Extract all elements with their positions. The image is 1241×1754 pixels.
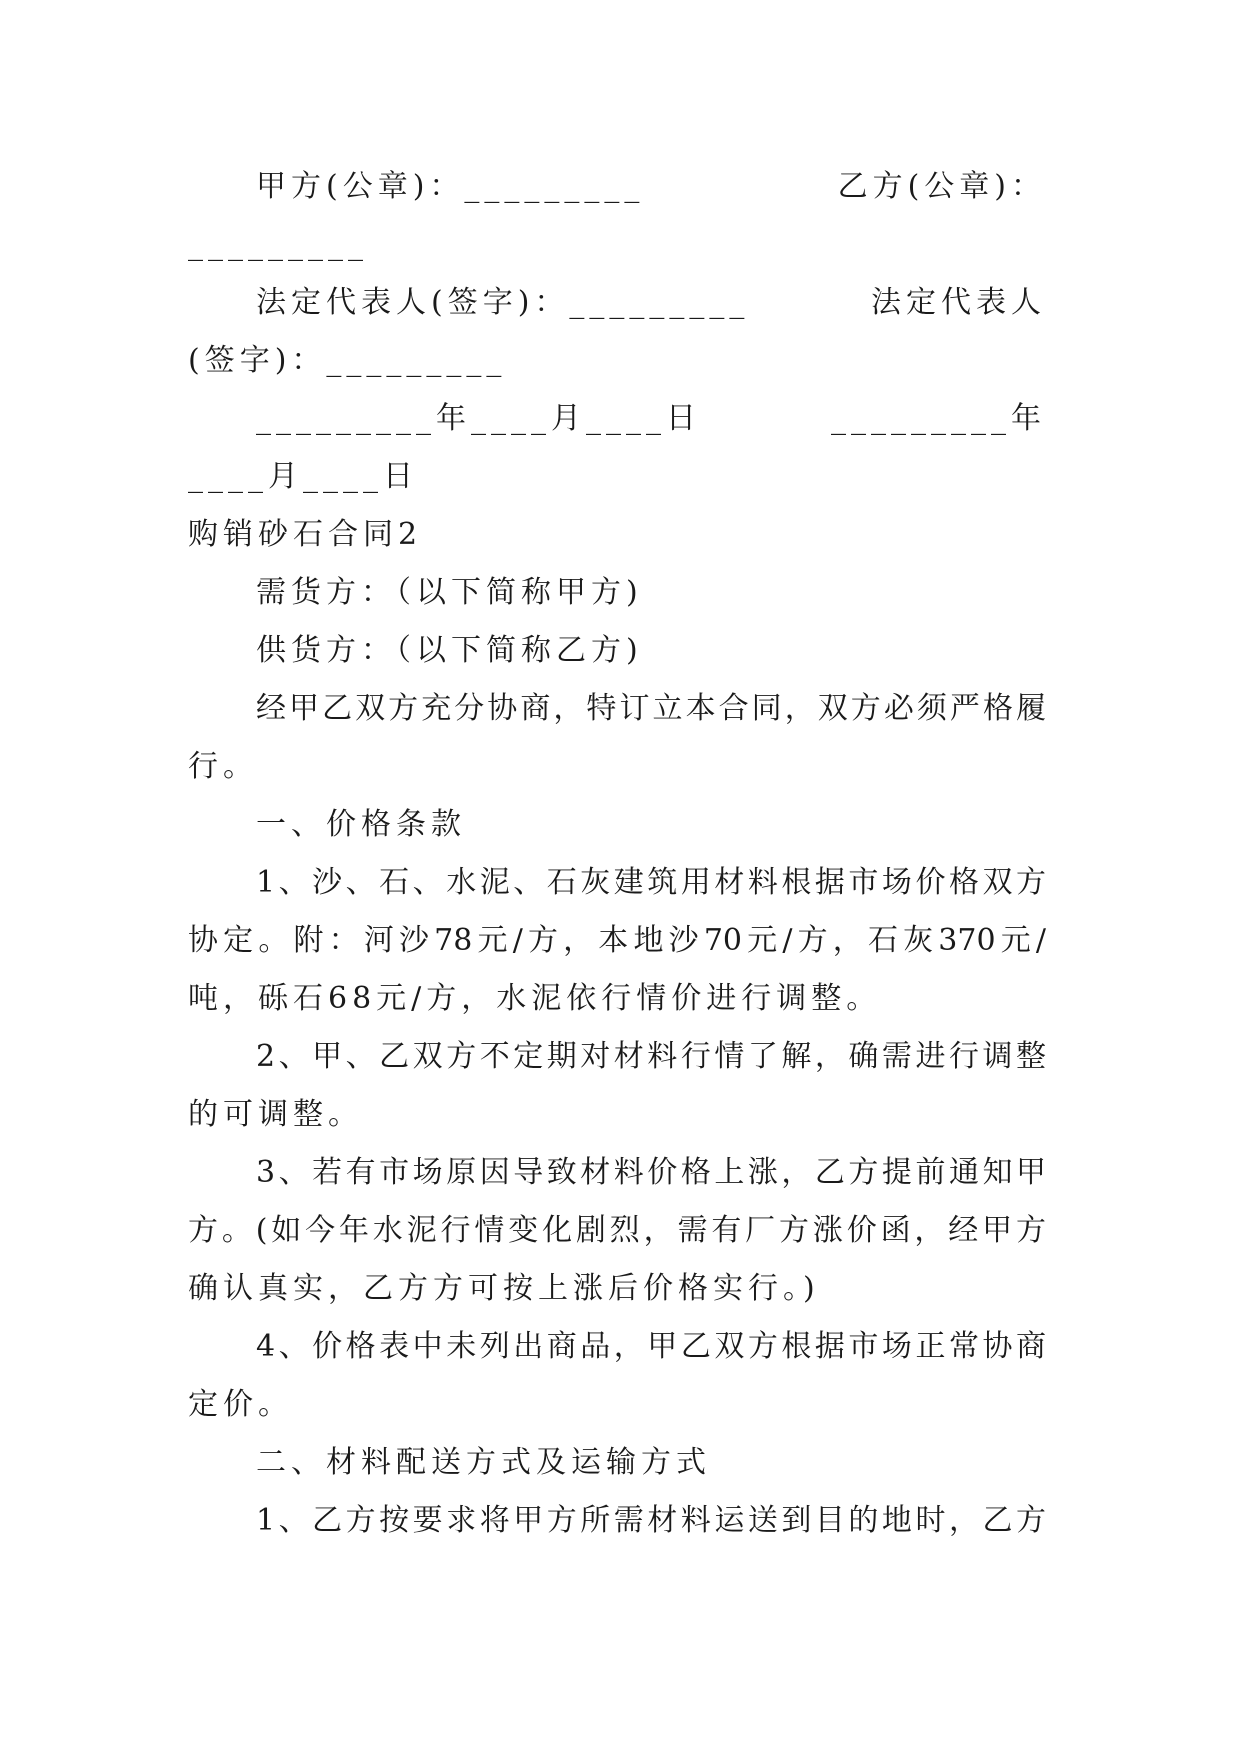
- signature-line-legal-rep: [188, 274, 1046, 332]
- buyer-line: 需货方：（以下简称甲方): [256, 575, 643, 610]
- paragraph-line: 4、价格表中未列出商品，甲乙双方根据市场正常协商: [256, 1329, 1046, 1364]
- paragraph-line: 2、甲、乙双方不定期对材料行情了解，确需进行调整: [256, 1039, 1046, 1074]
- paragraph-line: 定价。: [188, 1387, 293, 1422]
- party-a-legal-rep-label: 法定代表人(签字)：_________: [256, 285, 750, 320]
- supplier-line: 供货方：（以下简称乙方): [256, 633, 643, 668]
- party-b-seal-label: 乙方(公章)：: [837, 169, 1046, 204]
- paragraph-line: 3、若有市场原因导致材料价格上涨，乙方提前通知甲: [256, 1155, 1046, 1190]
- clause-heading: 二、材料配送方式及运输方式: [256, 1445, 711, 1480]
- paragraph-line: 1、沙、石、水泥、石灰建筑用材料根据市场价格双方: [256, 865, 1046, 900]
- party-a-date: _________年____月____日: [256, 401, 701, 436]
- paragraph-line: 经甲乙双方充分协商，特订立本合同，双方必须严格履: [256, 691, 1046, 726]
- paragraph-line: 方。(如今年水泥行情变化剧烈，需有厂方涨价函，经甲方: [188, 1213, 1046, 1248]
- party-a-seal-label: 甲方(公章)：_________: [256, 169, 645, 204]
- clause-heading: 一、价格条款: [256, 807, 466, 842]
- party-b-seal-blank: _________: [188, 227, 368, 262]
- signature-line-date: [188, 390, 1046, 448]
- paragraph-line: 1、乙方按要求将甲方所需材料运送到目的地时，乙方: [256, 1503, 1046, 1538]
- party-b-date-year: _________年: [831, 401, 1046, 436]
- party-b-legal-rep-sign: (签字)：_________: [188, 343, 507, 378]
- party-b-legal-rep-label: 法定代表人: [871, 285, 1046, 320]
- paragraph-line: 行。: [188, 749, 258, 784]
- paragraph-line: 的可调整。: [188, 1097, 363, 1132]
- signature-line-party-a-seal: [188, 158, 1046, 216]
- party-b-date-month-day: ____月____日: [188, 459, 418, 494]
- section-title: 购销砂石合同2: [188, 517, 423, 552]
- paragraph-line: 吨，砾石68元/方，水泥依行情价进行调整。: [188, 981, 882, 1016]
- document-page: [188, 158, 1046, 1550]
- paragraph-line: 确认真实，乙方方可按上涨后价格实行。): [188, 1271, 820, 1306]
- paragraph-line: 协定。附：河沙78元/方，本地沙70元/方，石灰370元/: [188, 923, 1046, 958]
